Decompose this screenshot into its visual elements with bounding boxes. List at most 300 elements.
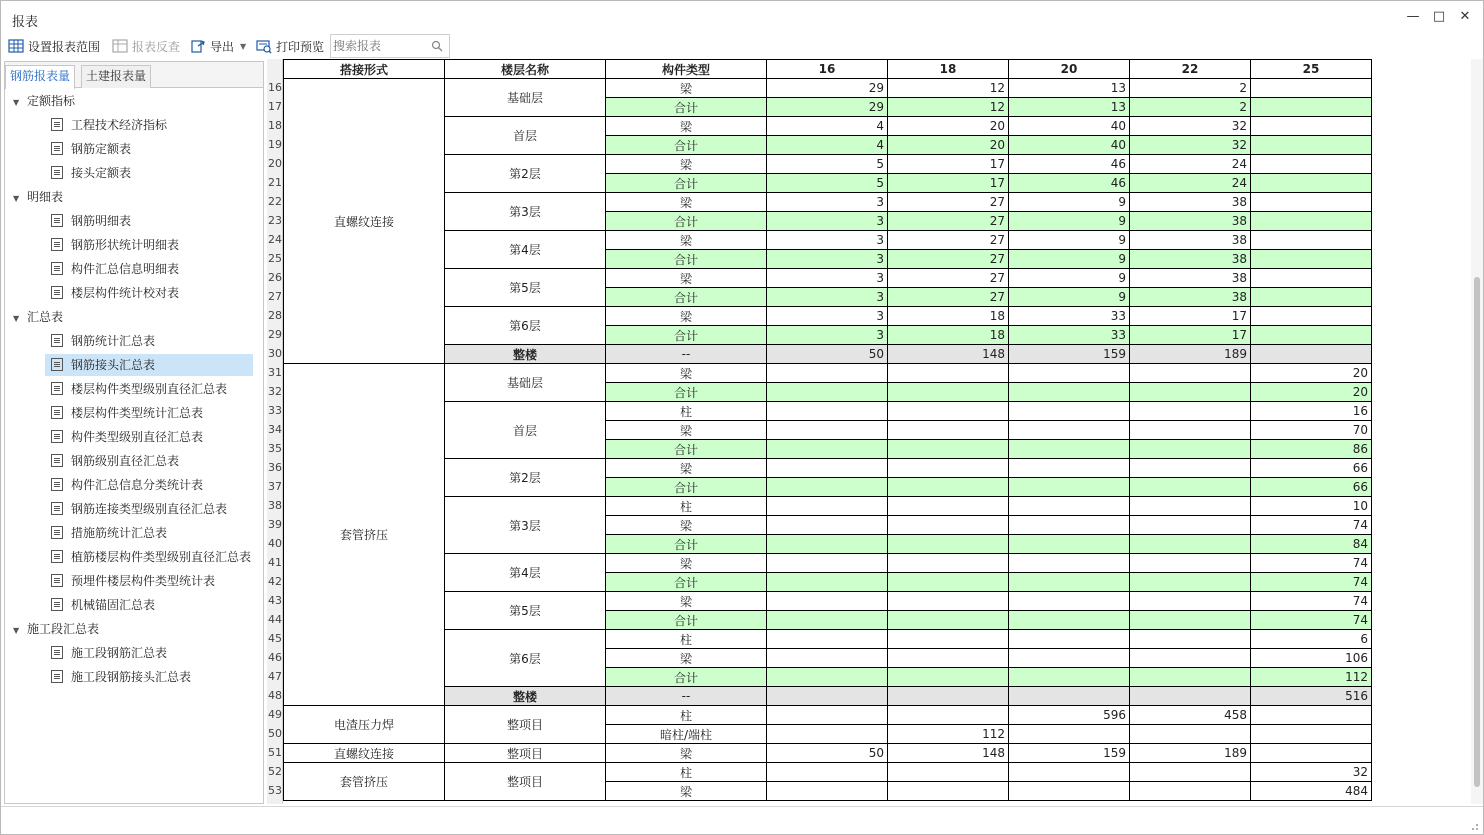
row-number: 35 <box>268 442 282 455</box>
diameter-value-cell <box>1009 478 1130 497</box>
row-number: 27 <box>268 290 282 303</box>
diameter-value-cell: 10 <box>1251 497 1372 516</box>
diameter-value-cell <box>1251 193 1372 212</box>
tree-group[interactable] <box>13 306 63 328</box>
diameter-value-cell <box>767 478 888 497</box>
diameter-value-cell <box>888 402 1009 421</box>
diameter-value-cell: 27 <box>888 193 1009 212</box>
row-number: 32 <box>268 385 282 398</box>
diameter-value-cell: 484 <box>1251 782 1372 801</box>
floor-name-cell: 第2层 <box>445 155 606 193</box>
component-type-cell: 合计 <box>606 136 767 155</box>
expand-arrow-icon[interactable]: ▼ <box>13 626 20 635</box>
diameter-value-cell <box>888 611 1009 630</box>
diameter-value-cell: 32 <box>1251 763 1372 782</box>
row-number: 36 <box>268 461 282 474</box>
floor-name-cell: 第2层 <box>445 459 606 497</box>
row-number: 21 <box>268 176 282 189</box>
diameter-value-cell <box>1130 668 1251 687</box>
table-row <box>284 231 1372 250</box>
diameter-value-cell: 148 <box>888 744 1009 763</box>
tree-item-label: 楼层构件统计校对表 <box>71 286 180 300</box>
diameter-value-cell <box>1009 763 1130 782</box>
diameter-value-cell: 32 <box>1130 117 1251 136</box>
diameter-value-cell <box>1130 383 1251 402</box>
component-type-cell: 合计 <box>606 440 767 459</box>
table-row <box>284 402 1372 421</box>
diameter-value-cell <box>767 573 888 592</box>
diameter-value-cell: 29 <box>767 98 888 117</box>
diameter-value-cell <box>888 516 1009 535</box>
diameter-value-cell <box>888 421 1009 440</box>
splice-type-cell: 电渣压力焊 <box>284 706 445 744</box>
tree-item-label: 预埋件楼层构件类型统计表 <box>71 574 216 588</box>
diameter-value-cell <box>1251 250 1372 269</box>
document-icon <box>51 502 63 515</box>
tree-group[interactable] <box>13 186 63 208</box>
row-number: 31 <box>268 366 282 379</box>
print-preview-icon <box>256 38 272 54</box>
expand-arrow-icon[interactable]: ▼ <box>13 194 20 203</box>
diameter-value-cell: 74 <box>1251 516 1372 535</box>
tree-item-label: 钢筋明细表 <box>71 214 132 228</box>
component-type-cell: 梁 <box>606 155 767 174</box>
tree-group-label: 汇总表 <box>27 310 64 324</box>
diameter-value-cell <box>888 478 1009 497</box>
column-header: 25 <box>1251 60 1372 79</box>
set-range-label: 设置报表范围 <box>28 39 101 54</box>
table-row <box>284 630 1372 649</box>
document-icon <box>51 526 63 539</box>
diameter-value-cell <box>1009 554 1130 573</box>
floor-name-cell: 基础层 <box>445 79 606 117</box>
diameter-value-cell <box>1009 573 1130 592</box>
diameter-value-cell <box>1130 402 1251 421</box>
diameter-value-cell <box>1009 535 1130 554</box>
export-label: 导出 <box>210 39 235 54</box>
diameter-value-cell <box>1009 383 1130 402</box>
tree-item[interactable] <box>45 378 227 400</box>
diameter-value-cell <box>1009 630 1130 649</box>
row-number: 41 <box>268 556 282 569</box>
diameter-value-cell: 38 <box>1130 231 1251 250</box>
table-row <box>284 307 1372 326</box>
tree-item[interactable] <box>45 258 179 280</box>
export-button[interactable] <box>190 36 246 56</box>
diameter-value-cell: 27 <box>888 212 1009 231</box>
diameter-value-cell: 32 <box>1130 136 1251 155</box>
diameter-value-cell: 189 <box>1130 345 1251 364</box>
row-number: 17 <box>268 100 282 113</box>
component-type-cell: 梁 <box>606 649 767 668</box>
tree-item-label: 楼层构件类型统计汇总表 <box>71 406 204 420</box>
table-row <box>284 706 1372 725</box>
maximize-icon[interactable]: □ <box>1432 9 1446 24</box>
diameter-value-cell: 4 <box>767 136 888 155</box>
document-icon <box>51 646 63 659</box>
tree-item-label: 措施筋统计汇总表 <box>71 526 168 540</box>
row-number: 53 <box>268 784 282 797</box>
vertical-scrollbar[interactable] <box>1471 59 1483 804</box>
diameter-value-cell: 13 <box>1009 79 1130 98</box>
component-type-cell: 梁 <box>606 193 767 212</box>
tree-item[interactable] <box>45 210 131 232</box>
column-header: 20 <box>1009 60 1130 79</box>
export-icon <box>190 38 206 54</box>
component-type-cell: 合计 <box>606 668 767 687</box>
diameter-value-cell: 9 <box>1009 231 1130 250</box>
diameter-value-cell <box>1130 782 1251 801</box>
diameter-value-cell <box>1130 573 1251 592</box>
diameter-value-cell <box>767 497 888 516</box>
component-type-cell: 合计 <box>606 573 767 592</box>
diameter-value-cell <box>888 630 1009 649</box>
diameter-value-cell: 3 <box>767 269 888 288</box>
tree-item-label: 植筋楼层构件类型级别直径汇总表 <box>71 550 252 564</box>
diameter-value-cell <box>1251 212 1372 231</box>
component-type-cell: 合计 <box>606 212 767 231</box>
tree-item[interactable] <box>45 546 251 568</box>
diameter-value-cell: 9 <box>1009 212 1130 231</box>
diameter-value-cell <box>1251 98 1372 117</box>
diameter-value-cell <box>1130 535 1251 554</box>
row-number: 18 <box>268 119 282 132</box>
component-type-cell: 梁 <box>606 744 767 763</box>
splice-type-cell: 套管挤压 <box>284 364 445 706</box>
diameter-value-cell <box>1009 364 1130 383</box>
diameter-value-cell <box>1130 554 1251 573</box>
report-tree-panel <box>4 61 264 804</box>
row-number: 28 <box>268 309 282 322</box>
diameter-value-cell: 189 <box>1130 744 1251 763</box>
document-icon <box>51 286 63 299</box>
component-type-cell: 梁 <box>606 364 767 383</box>
diameter-value-cell: 86 <box>1251 440 1372 459</box>
row-number: 29 <box>268 328 282 341</box>
diameter-value-cell: 66 <box>1251 478 1372 497</box>
document-icon <box>51 214 63 227</box>
row-number: 34 <box>268 423 282 436</box>
table-row <box>284 744 1372 763</box>
expand-arrow-icon[interactable]: ▼ <box>13 314 20 323</box>
diameter-value-cell: 20 <box>1251 364 1372 383</box>
diameter-value-cell: 50 <box>767 744 888 763</box>
component-type-cell: 梁 <box>606 459 767 478</box>
diameter-value-cell: 74 <box>1251 573 1372 592</box>
diameter-value-cell <box>767 364 888 383</box>
diameter-value-cell <box>1251 725 1372 744</box>
diameter-value-cell <box>767 459 888 478</box>
table-row <box>284 364 1372 383</box>
component-type-cell: 合计 <box>606 611 767 630</box>
diameter-value-cell: 596 <box>1009 706 1130 725</box>
diameter-value-cell <box>1009 497 1130 516</box>
diameter-value-cell <box>1251 231 1372 250</box>
diameter-value-cell <box>767 763 888 782</box>
diameter-value-cell <box>1009 668 1130 687</box>
tree-item[interactable] <box>45 522 167 544</box>
diameter-value-cell: 18 <box>888 307 1009 326</box>
diameter-value-cell: 3 <box>767 288 888 307</box>
component-type-cell: 柱 <box>606 763 767 782</box>
tree-item[interactable] <box>45 354 253 376</box>
diameter-value-cell: 106 <box>1251 649 1372 668</box>
diameter-value-cell: 3 <box>767 326 888 345</box>
document-icon <box>51 478 63 491</box>
document-icon <box>51 454 63 467</box>
tree-item-label: 施工段钢筋汇总表 <box>71 646 168 660</box>
diameter-value-cell <box>1251 307 1372 326</box>
expand-arrow-icon[interactable]: ▼ <box>13 98 20 107</box>
diameter-value-cell: 20 <box>888 117 1009 136</box>
diameter-value-cell: 33 <box>1009 307 1130 326</box>
diameter-value-cell <box>767 402 888 421</box>
tree-item[interactable] <box>45 234 179 256</box>
tree-item[interactable] <box>45 594 155 616</box>
diameter-value-cell: 27 <box>888 231 1009 250</box>
diameter-value-cell <box>1009 782 1130 801</box>
diameter-value-cell <box>1130 763 1251 782</box>
component-type-cell: 梁 <box>606 79 767 98</box>
document-icon <box>51 382 63 395</box>
diameter-value-cell: 2 <box>1130 79 1251 98</box>
diameter-value-cell <box>888 592 1009 611</box>
diameter-value-cell <box>1009 649 1130 668</box>
diameter-value-cell: 3 <box>767 307 888 326</box>
tree-item-label: 钢筋形状统计明细表 <box>71 238 180 252</box>
reverse-check-label: 报表反查 <box>132 39 181 54</box>
diameter-value-cell <box>767 706 888 725</box>
column-header: 16 <box>767 60 888 79</box>
tree-item[interactable] <box>45 570 215 592</box>
diameter-value-cell <box>767 687 888 706</box>
table-row <box>284 687 1372 706</box>
diameter-value-cell: 159 <box>1009 345 1130 364</box>
component-type-cell: 梁 <box>606 421 767 440</box>
floor-name-cell: 第5层 <box>445 592 606 630</box>
column-header: 18 <box>888 60 1009 79</box>
component-type-cell: 梁 <box>606 554 767 573</box>
row-number-column <box>267 59 283 804</box>
tree-item-label: 钢筋统计汇总表 <box>71 334 156 348</box>
document-icon <box>51 550 63 563</box>
tree-item-label: 钢筋定额表 <box>71 142 132 156</box>
component-type-cell: 合计 <box>606 98 767 117</box>
component-type-cell: 暗柱/端柱 <box>606 725 767 744</box>
search-icon[interactable] <box>431 40 443 52</box>
diameter-value-cell <box>1009 687 1130 706</box>
diameter-value-cell <box>767 782 888 801</box>
tree-item[interactable] <box>45 666 191 688</box>
table-row <box>284 269 1372 288</box>
row-number: 38 <box>268 499 282 512</box>
row-number: 37 <box>268 480 282 493</box>
toolbar <box>1 33 1483 59</box>
diameter-value-cell <box>888 440 1009 459</box>
diameter-value-cell: 66 <box>1251 459 1372 478</box>
diameter-value-cell: 40 <box>1009 136 1130 155</box>
table-row <box>284 345 1372 364</box>
tree-item[interactable] <box>45 426 203 448</box>
reverse-check-button[interactable] <box>112 36 180 56</box>
splice-type-cell: 直螺纹连接 <box>284 744 445 763</box>
diameter-value-cell <box>888 383 1009 402</box>
tree-item[interactable] <box>45 330 155 352</box>
column-header: 搭接形式 <box>284 60 445 79</box>
component-type-cell: 柱 <box>606 402 767 421</box>
diameter-value-cell <box>1009 516 1130 535</box>
tab-civil-report[interactable]: 土建报表量 <box>81 65 151 88</box>
row-number: 23 <box>268 214 282 227</box>
row-number: 40 <box>268 537 282 550</box>
component-type-cell: 合计 <box>606 174 767 193</box>
floor-name-cell: 第4层 <box>445 231 606 269</box>
diameter-value-cell: 38 <box>1130 193 1251 212</box>
tree-item-label: 机械锚固汇总表 <box>71 598 156 612</box>
document-icon <box>51 406 63 419</box>
document-icon <box>51 430 63 443</box>
print-preview-button[interactable] <box>256 36 324 56</box>
diameter-value-cell <box>1251 744 1372 763</box>
diameter-value-cell: 50 <box>767 345 888 364</box>
table-row <box>284 79 1372 98</box>
tree-item[interactable] <box>45 114 167 136</box>
diameter-value-cell: 17 <box>888 155 1009 174</box>
search-box <box>330 34 450 58</box>
diameter-value-cell: 16 <box>1251 402 1372 421</box>
window-title: 报表 <box>12 15 39 30</box>
tree-item[interactable] <box>45 138 131 160</box>
tree-item[interactable] <box>45 498 227 520</box>
diameter-value-cell: 159 <box>1009 744 1130 763</box>
search-input[interactable] <box>333 38 429 54</box>
tree-item[interactable] <box>45 402 203 424</box>
tree-item[interactable] <box>45 474 203 496</box>
component-type-cell: 梁 <box>606 307 767 326</box>
diameter-value-cell: 5 <box>767 174 888 193</box>
tree-group[interactable] <box>13 618 99 640</box>
diameter-value-cell <box>767 630 888 649</box>
set-range-button[interactable] <box>8 36 100 56</box>
row-number: 25 <box>268 252 282 265</box>
diameter-value-cell: 38 <box>1130 250 1251 269</box>
document-icon <box>51 166 63 179</box>
diameter-value-cell: 148 <box>888 345 1009 364</box>
row-number: 51 <box>268 746 282 759</box>
tree-item[interactable] <box>45 450 179 472</box>
row-number: 44 <box>268 613 282 626</box>
floor-name-cell: 首层 <box>445 117 606 155</box>
tree-item-label: 楼层构件类型级别直径汇总表 <box>71 382 228 396</box>
diameter-value-cell: 458 <box>1130 706 1251 725</box>
document-icon <box>51 574 63 587</box>
diameter-value-cell: 112 <box>888 725 1009 744</box>
floor-name-cell: 整楼 <box>445 345 606 364</box>
tree-group[interactable] <box>13 90 75 112</box>
tree-item-label: 钢筋级别直径汇总表 <box>71 454 180 468</box>
row-number: 52 <box>268 765 282 778</box>
grid-settings-icon <box>8 38 24 54</box>
component-type-cell: 合计 <box>606 250 767 269</box>
close-icon[interactable]: ✕ <box>1459 9 1471 24</box>
print-preview-label: 打印预览 <box>276 39 325 54</box>
diameter-value-cell <box>1251 79 1372 98</box>
diameter-value-cell <box>767 383 888 402</box>
floor-name-cell: 整项目 <box>445 763 606 801</box>
row-number: 30 <box>268 347 282 360</box>
diameter-value-cell <box>1130 611 1251 630</box>
diameter-value-cell <box>1009 402 1130 421</box>
diameter-value-cell <box>1130 421 1251 440</box>
row-number: 16 <box>268 81 282 94</box>
tree-item-label: 工程技术经济指标 <box>71 118 168 132</box>
table-row <box>284 763 1372 782</box>
floor-name-cell: 首层 <box>445 402 606 459</box>
diameter-value-cell: 74 <box>1251 554 1372 573</box>
row-number: 46 <box>268 651 282 664</box>
diameter-value-cell: 46 <box>1009 174 1130 193</box>
diameter-value-cell <box>888 364 1009 383</box>
diameter-value-cell: 20 <box>1251 383 1372 402</box>
row-number: 50 <box>268 727 282 740</box>
component-type-cell: 合计 <box>606 478 767 497</box>
tree-item[interactable] <box>45 282 179 304</box>
tree-item[interactable] <box>45 162 131 184</box>
diameter-value-cell <box>888 687 1009 706</box>
table-row <box>284 459 1372 478</box>
report-table <box>283 59 1372 801</box>
minimize-icon[interactable]: — <box>1406 9 1420 24</box>
resize-grip-icon[interactable] <box>1469 821 1479 831</box>
diameter-value-cell: 24 <box>1130 155 1251 174</box>
export-dropdown-icon[interactable]: ▼ <box>240 41 247 51</box>
row-number: 48 <box>268 689 282 702</box>
component-type-cell: 梁 <box>606 269 767 288</box>
component-type-cell: 梁 <box>606 117 767 136</box>
diameter-value-cell: 38 <box>1130 212 1251 231</box>
row-number: 22 <box>268 195 282 208</box>
diameter-value-cell: 33 <box>1009 326 1130 345</box>
diameter-value-cell: 17 <box>1130 326 1251 345</box>
diameter-value-cell: 516 <box>1251 687 1372 706</box>
tree-item[interactable] <box>45 642 167 664</box>
status-bar <box>1 806 1483 834</box>
vertical-scroll-thumb[interactable] <box>1474 277 1480 787</box>
diameter-value-cell: 70 <box>1251 421 1372 440</box>
diameter-value-cell <box>1009 592 1130 611</box>
component-type-cell: 梁 <box>606 231 767 250</box>
tree-group-label: 施工段汇总表 <box>27 622 100 636</box>
diameter-value-cell <box>1009 725 1130 744</box>
diameter-value-cell: 9 <box>1009 193 1130 212</box>
diameter-value-cell: 38 <box>1130 288 1251 307</box>
diameter-value-cell <box>1251 706 1372 725</box>
floor-name-cell: 基础层 <box>445 364 606 402</box>
component-type-cell: 梁 <box>606 592 767 611</box>
row-number: 24 <box>268 233 282 246</box>
document-icon <box>51 262 63 275</box>
diameter-value-cell: 29 <box>767 79 888 98</box>
document-icon <box>51 670 63 683</box>
floor-name-cell: 第6层 <box>445 630 606 687</box>
diameter-value-cell <box>888 782 1009 801</box>
tree-item-label: 构件汇总信息明细表 <box>71 262 180 276</box>
diameter-value-cell <box>767 440 888 459</box>
component-type-cell: -- <box>606 345 767 364</box>
diameter-value-cell: 12 <box>888 98 1009 117</box>
tab-rebar-report[interactable]: 钢筋报表量 <box>5 65 75 89</box>
diameter-value-cell <box>1130 687 1251 706</box>
